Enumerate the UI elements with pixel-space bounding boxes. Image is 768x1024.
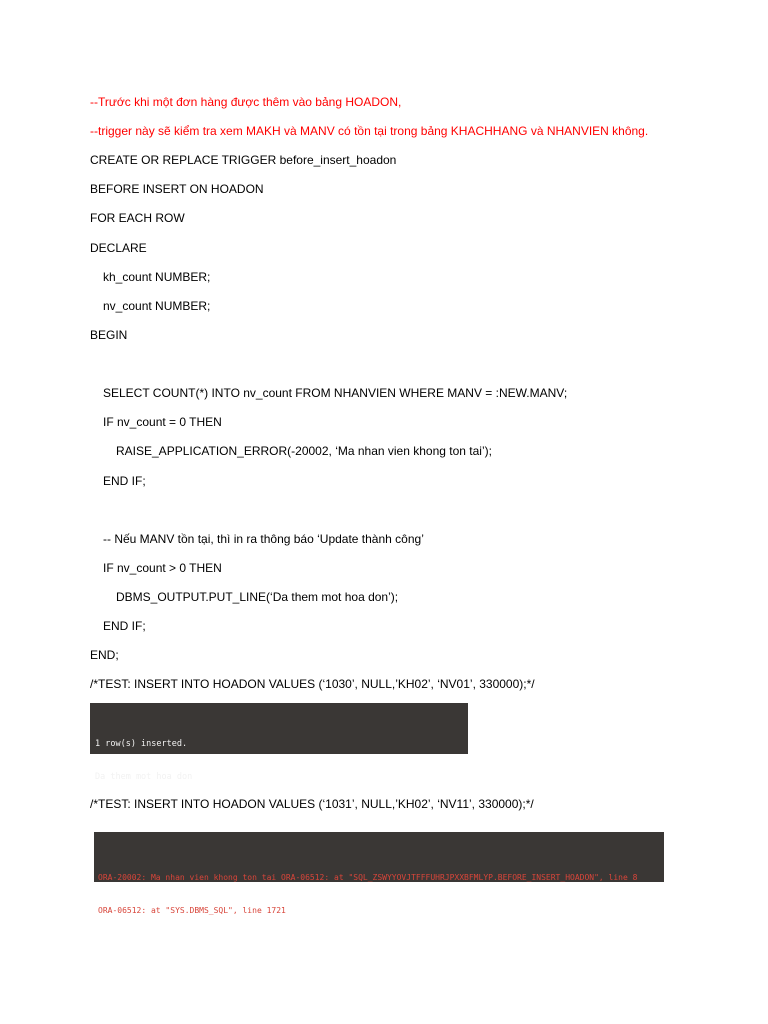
code-end: END; — [90, 648, 119, 662]
code-if-greater: IF nv_count > 0 THEN — [103, 561, 222, 575]
output-error-line-2: ORA-06512: at "SYS.DBMS_SQL", line 1721 — [98, 906, 286, 915]
code-select-count: SELECT COUNT(*) INTO nv_count FROM NHANVIEN WHERE MANV = :NEW.MANV; — [103, 386, 568, 400]
test-comment-1: /*TEST: INSERT INTO HOADON VALUES (‘1030’, NULL,’KH02’, ‘NV01’, 330000);*/ — [90, 677, 535, 691]
code-create-trigger: CREATE OR REPLACE TRIGGER before_insert_hoadon — [90, 153, 397, 167]
code-declare: DECLARE — [90, 241, 147, 255]
comment-line-2: --trigger này sẽ kiểm tra xem MAKH và MANV có tồn tại trong bảng KHACHHANG và NHANVIEN không. — [90, 124, 649, 138]
code-end-if-2: END IF; — [103, 619, 146, 633]
output-success-line-2: Da them mot hoa don — [95, 772, 193, 782]
code-if-zero: IF nv_count = 0 THEN — [103, 415, 222, 429]
output-console-success — [90, 703, 468, 782]
code-raise-error: RAISE_APPLICATION_ERROR(-20002, ‘Ma nhan vien khong ton tai’); — [116, 444, 492, 458]
code-comment-exists: -- Nếu MANV tồn tại, thì in ra thông báo ‘Update thành công’ — [103, 532, 424, 546]
output-success-line-1: 1 row(s) inserted. — [95, 739, 188, 749]
code-kh-count: kh_count NUMBER; — [103, 270, 211, 284]
output-error-line-1: ORA-20002: Ma nhan vien khong ton tai ORA-06512: at "SQL_ZSWYYOVJTFFFUHRJPXXBFMLYP.BEFORE_INSERT_HOADON", line 8 — [98, 873, 638, 882]
code-before-insert: BEFORE INSERT ON HOADON — [90, 182, 264, 196]
test-comment-2: /*TEST: INSERT INTO HOADON VALUES (‘1031’, NULL,’KH02’, ‘NV11’, 330000);*/ — [90, 797, 534, 811]
output-console-error — [94, 832, 664, 915]
code-put-line: DBMS_OUTPUT.PUT_LINE(‘Da them mot hoa don’); — [116, 590, 399, 604]
code-end-if-1: END IF; — [103, 474, 146, 488]
comment-line-1: --Trước khi một đơn hàng được thêm vào bảng HOADON, — [90, 95, 402, 109]
code-nv-count: nv_count NUMBER; — [103, 299, 211, 313]
code-begin: BEGIN — [90, 328, 128, 342]
code-for-each-row: FOR EACH ROW — [90, 211, 185, 225]
